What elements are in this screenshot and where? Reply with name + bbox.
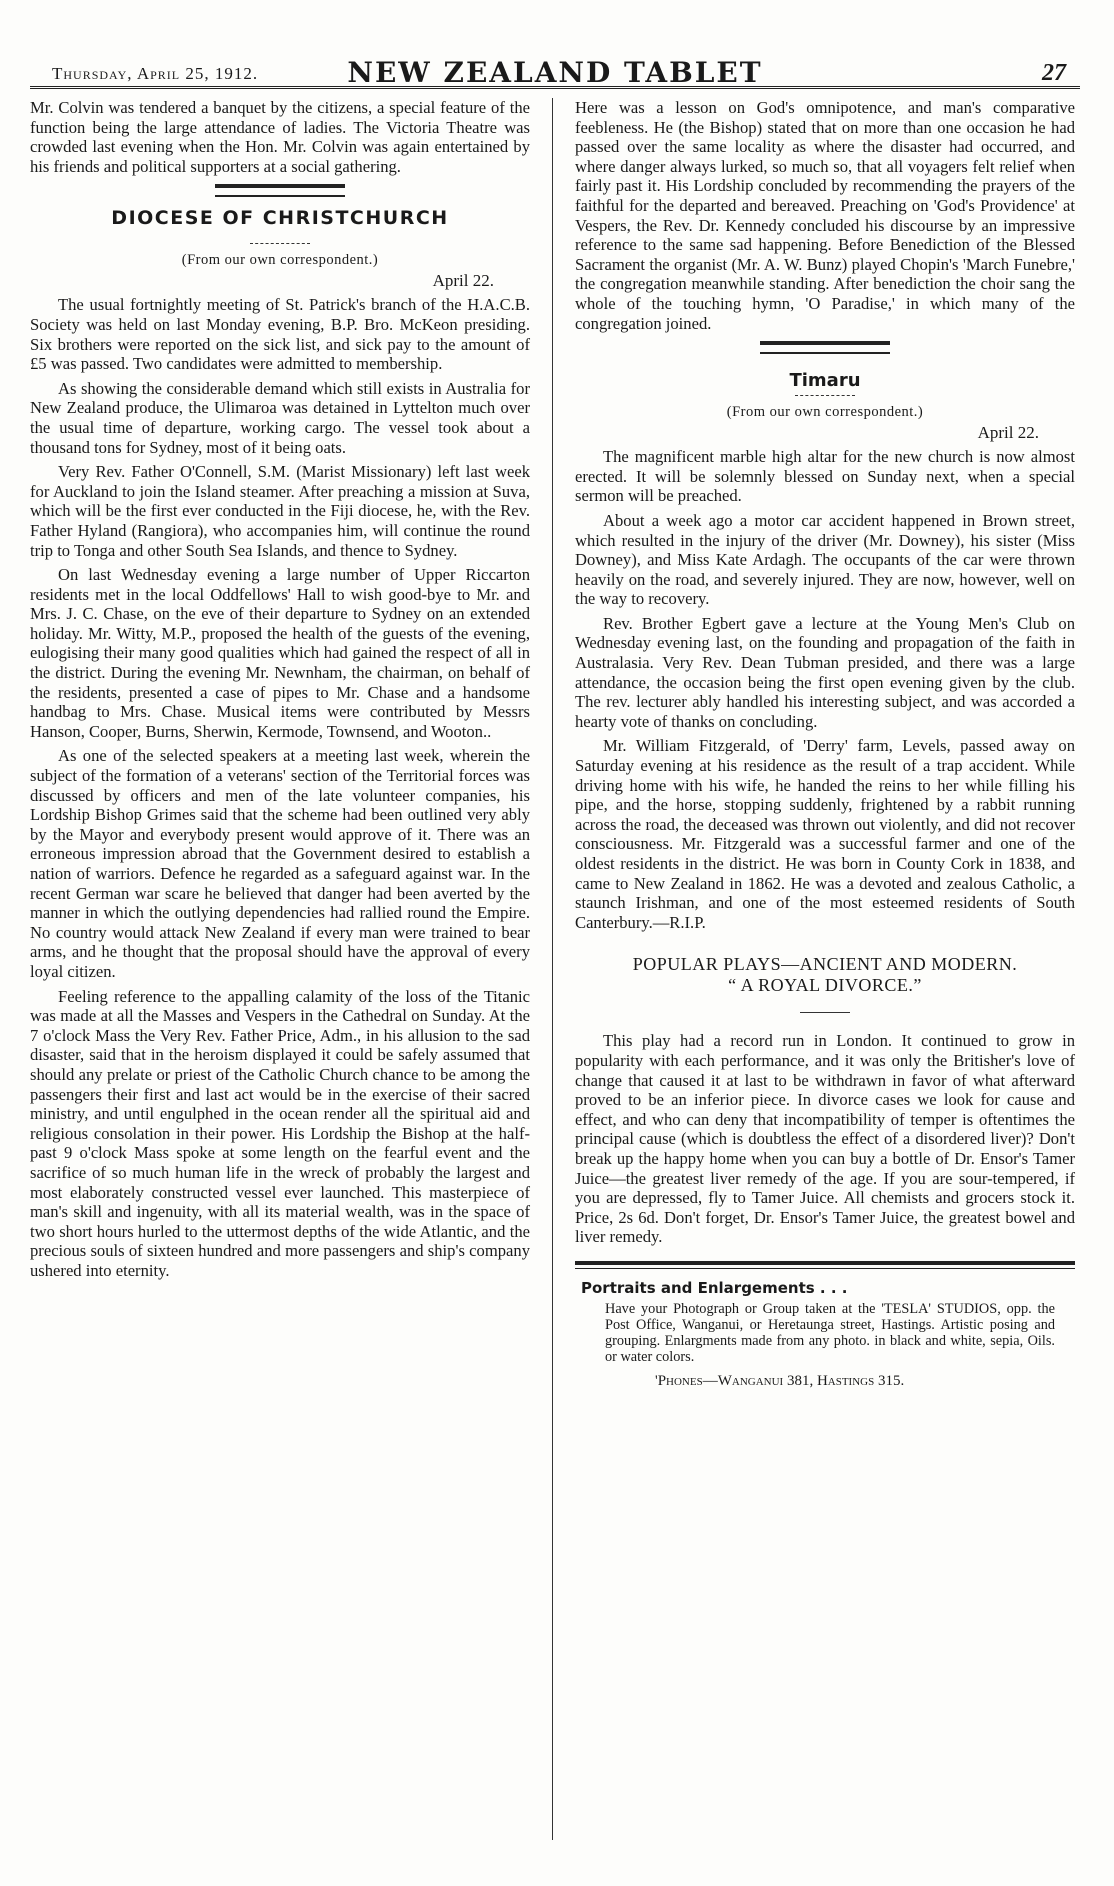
article-paragraph: Rev. Brother Egbert gave a lecture at the Young Men's Club on Wednesday evening last, on the founding and propagation of the faith in Australasia. Very Rev. Dean Tubman presided, and there was a large attendance, the occasion being the first open evening given by the club. The rev. lecturer ably handled his interesting subject, and was accorded a hearty vote of thanks on concluding. (575, 613, 1075, 731)
correspondent-line: (From our own correspondent.) (726, 404, 924, 421)
article-paragraph: Very Rev. Father O'Connell, S.M. (Marist Missionary) left last week for Auckland to join the Island steamer. After preaching a mission at Suva, which will be the first ever conducted in the Fiji diocese, he, with the Rev. Father Hyland (Rangiora), who accompanies him, will continue the round trip to Tonga and other South Sea Islands, and thence to Sydney. (30, 462, 530, 560)
dateline: April 22. (432, 271, 494, 291)
section-title: DIOCESE OF CHRISTCHURCH (111, 207, 449, 230)
ad-phones: 'Phones—Wanganui 381, Hastings 315. (655, 1372, 905, 1389)
short-rule (250, 243, 310, 244)
section-title: Timaru (789, 370, 861, 392)
correspondent-line: (From our own correspondent.) (181, 252, 379, 269)
article-paragraph: Feeling reference to the appalling calamity of the loss of the Titanic was made at all the Masses and Vespers in the Cathedral on Sunday. At the 7 o'clock Mass the Very Rev. Father Price, Adm., in his allusion to the sad disaster, said that in the heroism displayed it could be safely assumed that should any prelate or priest of the Catholic Church chance to be among the passengers their first and last act would be in the exercise of their sacred ministry, and until engulphed in the ocean render all the spiritual aid and religious consolation in their power. His Lordship the Bishop at the half-past 9 o'clock Mass spoke at some length on the fearful event and the sacrifice of so much human life in the wreck of probably the largest and most elaborately constructed vessel ever launched. This masterpiece of man's skill and ingenuity, with all its material wealth, was in the space of two short hours hurled to the uttermost depths of the wide Atlantic, and the precious souls of sixteen hundred and more passengers and ship's company ushered into eternity. (30, 986, 530, 1280)
header-date: Thursday, April 25, 1912. (52, 64, 259, 83)
article-paragraph: Here was a lesson on God's omnipotence, and man's comparative feebleness. He (the Bishop) stated that on more than one occasion he had passed over the same locality as where the disaster had occurred, and where danger always lurked, so much so, that all voyagers felt relief when fairly past it. His Lordship concluded by recommending the prayers of the faithful for the departed and bereaved. Preaching on 'God's Providence' at Vespers, the Rev. Dr. Kennedy concluded his discourse by an impressive reference to the same sad happening. Before Benediction of the Blessed Sacrament the organist (Mr. A. W. Bunz) played Chopin's 'March Funebre,' the congregation meanwhile standing. After benediction the choir sang the whole of the touching hymn, 'O Paradise,' in which many of the congregation joined. (575, 98, 1075, 333)
play-heading (575, 954, 1075, 996)
left-column (30, 98, 530, 1285)
play-heading-line: POPULAR PLAYS—ANCIENT AND MODERN. (632, 954, 1018, 975)
short-rule (800, 1012, 850, 1013)
masthead-title: NEW ZEALAND TABLET (347, 56, 763, 89)
article-paragraph: About a week ago a motor car accident happened in Brown street, which resulted in the injury of the driver (Mr. Downey), his sister (Miss Downey), and Miss Kate Ardagh. The occupants of the car were thrown heavily on the road, and severely injured. They are now, however, well on the way to recovery. (575, 510, 1075, 609)
article-paragraph: On last Wednesday evening a large number of Upper Riccarton residents met in the local Oddfellows' Hall to wish good-bye to Mr. and Mrs. J. C. Chase, on the eve of their departure to Sydney on an extended holiday. Mr. Witty, M.P., proposed the health of the guests of the evening, eulogising their many good qualities which had gained the respect of all in the district. During the evening Mr. Newnham, the chairman, on behalf of the residents, presented a case of pipes to Mr. Chase and a handsome handbag to Mrs. Chase. Musical items were contributed by Messrs Hanson, Cooper, Burns, Sherwin, Kermode, Townsend, and Wooton.. (30, 565, 530, 741)
page-header (30, 40, 1080, 89)
article-paragraph: As showing the considerable demand which still exists in Australia for New Zealand produce, the Ulimaroa was detained in Lyttelton much over the usual time of departure, working cargo. The vessel took about a thousand tons for Sydney, most of it being oats. (30, 378, 530, 457)
newspaper-page (30, 40, 1080, 1850)
right-column (575, 98, 1075, 1390)
article-columns (30, 98, 1080, 1850)
article-paragraph: The magnificent marble high altar for the new church is now almost erected. It will be solemnly blessed on Sunday next, when a special sermon will be preached. (575, 447, 1075, 506)
play-subheading: “ A ROYAL DIVORCE.” (728, 975, 922, 996)
ad-title: Portraits and Enlargements . . . (581, 1278, 848, 1297)
section-separator (215, 184, 345, 197)
article-paragraph: Mr. Colvin was tendered a banquet by the citizens, a special feature of the function being the large attendance of ladies. The Victoria Theatre was crowded last evening when the Hon. Mr. Colvin was again entertained by his friends and political supporters at a social gathering. (30, 98, 530, 176)
section-separator (760, 341, 890, 354)
dateline: April 22. (977, 423, 1039, 443)
ad-body: Have your Photograph or Group taken at the 'TESLA' STUDIOS, opp. the Post Office, Wanganui, or Heretaunga street, Hastings. Artistic posing and grouping. Enlargments made from any photo. in black and white, sepia, Oils. or water colors. (605, 1300, 1055, 1365)
short-rule (795, 395, 855, 396)
article-paragraph: The usual fortnightly meeting of St. Patrick's branch of the H.A.C.B. Society was held on last Monday evening, B.P. Bro. McKeon presiding. Six brothers were reported on the sick list, and sick pay to the amount of £5 was passed. Two candidates were admitted to membership. (30, 295, 530, 374)
article-paragraph: Mr. William Fitzgerald, of 'Derry' farm, Levels, passed away on Saturday evening at his residence as the result of a trap accident. While driving home with his wife, he handed the reins to her while filling his pipe, and the horse, stopping suddenly, frightened by a rabbit running across the road, the deceased was thrown out violently, and did not recover consciousness. Mr. Fitzgerald was a successful farmer and one of the oldest residents in the district. He was born in County Cork in 1838, and came to New Zealand in 1862. He was a devoted and zealous Catholic, a staunch Irishman, and one of the most esteemed residents of South Canterbury.—R.I.P. (575, 736, 1075, 932)
page-number: 27 (1042, 60, 1066, 86)
advertorial-paragraph: This play had a record run in London. It continued to grow in popularity with each performance, and it was only the Britisher's love of change that caused it at last to be withdrawn in favor of what afterward proved to be an inferior piece. In divorce cases we look for cause and effect, and who can deny that incompatibility of temper is oftentimes the principal cause (which is doubtless the effect of a disordered liver)? Don't break up the happy home when you can buy a bottle of Dr. Ensor's Tamer Juice—the greatest liver remedy of the age. If you are sour-tempered, if you are depressed, fly to Tamer Juice. All chemists and grocers stock it. Price, 2s 6d. Don't forget, Dr. Ensor's Tamer Juice, the greatest bowel and liver remedy. (575, 1031, 1075, 1247)
article-paragraph: As one of the selected speakers at a meeting last week, wherein the subject of the formation of a veterans' section of the Territorial forces was discussed by officers and men of the late volunteer companies, his Lordship Bishop Grimes said that the scheme had been outlined very ably by the Mayor and everybody present would approve of it. There was an erroneous impression abroad that the Government desired to establish a nation of warriors. Defence he regarded as a safeguard against war. In the recent German war scare he believed that danger had been averted by the manner in which the outlying dependencies had rallied round the Empire. No country would attack New Zealand if every man were trained to bear arms, and he thought that the proposal should have the approval of every loyal citizen. (30, 746, 530, 981)
ad-separator (575, 1261, 1075, 1269)
